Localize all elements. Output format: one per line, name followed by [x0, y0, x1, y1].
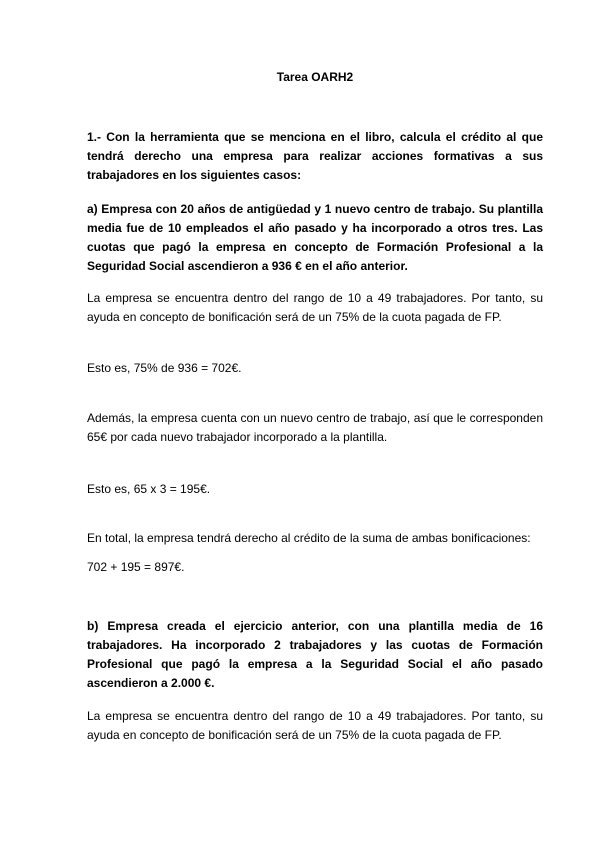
case-a-total-calculation: 702 + 195 = 897€.	[87, 560, 185, 574]
case-a-statement: a) Empresa con 20 años de antigüedad y 1 nuevo centro de trabajo. Su plantilla media fue de 10 empleados el año pasado y ha incorporado a otros tres. Las cuotas que pagó la empresa en concepto de Formación Profesional a la Seguridad Social ascendieron a 936 € en el año anterior.	[87, 202, 543, 273]
case-a-calculation-2: Esto es, 65 x 3 = 195€.	[87, 482, 211, 496]
document-title: Tarea OARH2	[276, 70, 354, 84]
case-b-statement: b) Empresa creada el ejercicio anterior, con una plantilla media de 16 trabajadores. Ha incorporado 2 trabajadores y las cuotas de Formación Profesional que pagó la empresa a la Seguridad Social el año pasado ascendieron a 2.000 €.	[87, 619, 543, 690]
document-page	[87, 0, 543, 848]
question-1: 1.- Con la herramienta que se menciona en el libro, calcula el crédito al que tendrá derecho una empresa para realizar acciones formativas a sus trabajadores en los siguientes casos:	[87, 130, 543, 182]
case-a-answer-new-center: Además, la empresa cuenta con un nuevo centro de trabajo, así que le corresponden 65€ por cada nuevo trabajador incorporado a la plantilla.	[87, 411, 543, 444]
case-a-calculation-1: Esto es, 75% de 936 = 702€.	[87, 361, 242, 375]
case-a-total-text: En total, la empresa tendrá derecho al crédito de la suma de ambas bonificaciones:	[87, 531, 531, 545]
case-b-answer-range: La empresa se encuentra dentro del rango de 10 a 49 trabajadores. Por tanto, su ayuda en concepto de bonificación será de un 75% de la cuota pagada de FP.	[87, 709, 543, 742]
case-a-answer-range: La empresa se encuentra dentro del rango de 10 a 49 trabajadores. Por tanto, su ayuda en concepto de bonificación será de un 75% de la cuota pagada de FP.	[87, 291, 543, 324]
